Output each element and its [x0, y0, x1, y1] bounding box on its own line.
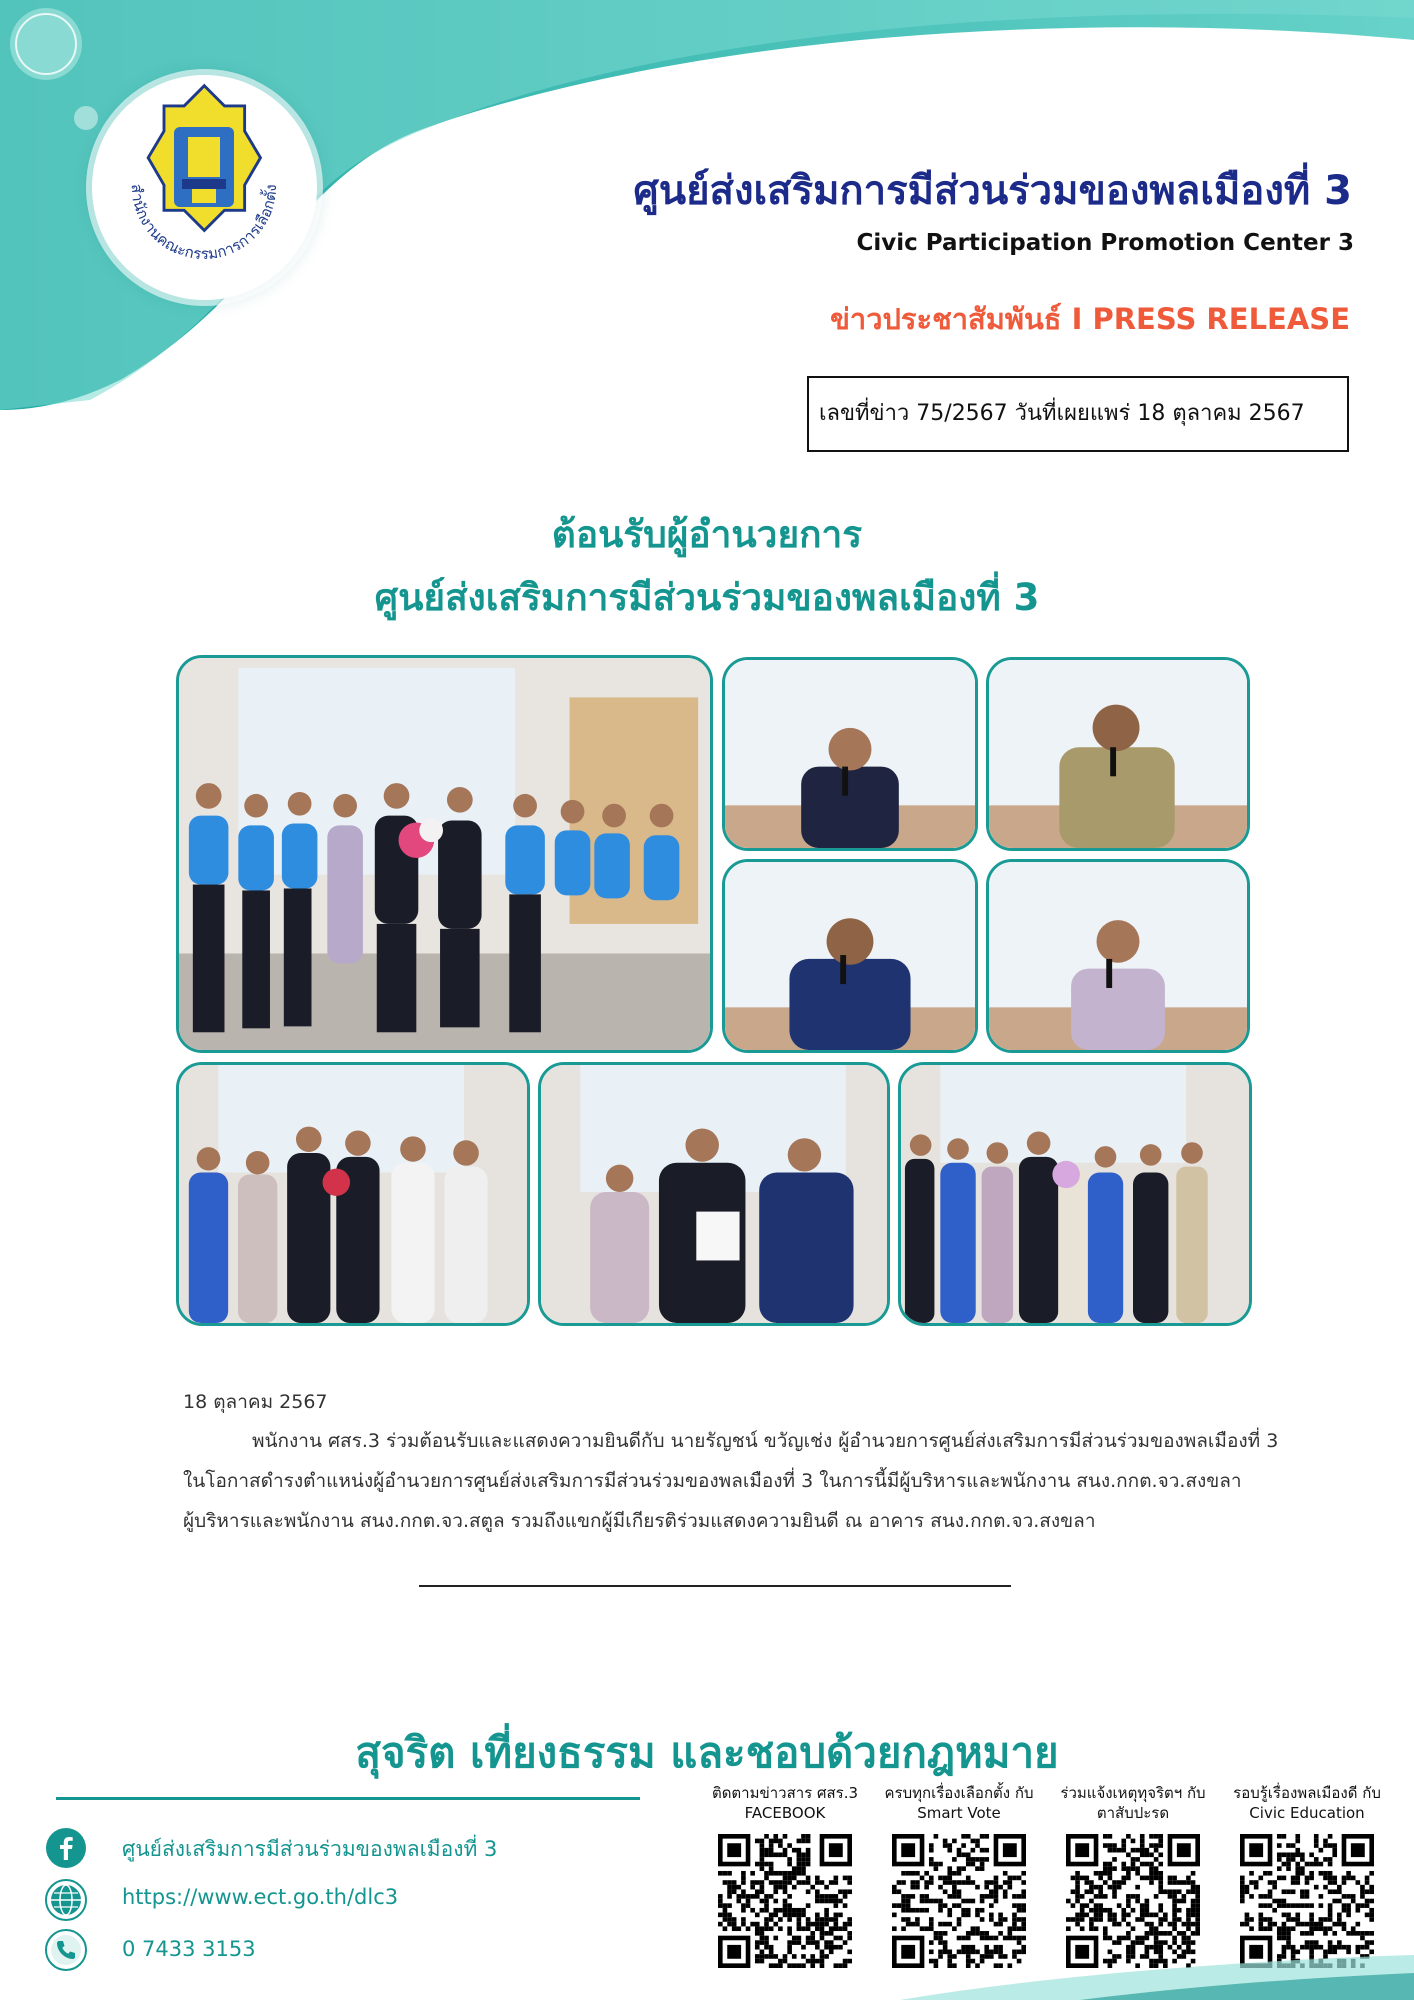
qr-block-ta-sapparot: [1048, 1783, 1218, 1823]
footer-wave-background: [0, 1955, 1414, 2000]
ect-logo: [92, 75, 317, 300]
svg-text:สำนักงานคณะกรรมการการเลือกตั้ง: สำนักงานคณะกรรมการการเลือกตั้ง: [127, 183, 281, 264]
press-release-label: ข่าวประชาสัมพันธ์ I PRESS RELEASE: [830, 302, 1350, 336]
qr-caption-line-1: ติดตามข่าวสาร ศสร.3: [711, 1784, 859, 1802]
qr-caption-line-2: ตาสับปะรด: [1096, 1804, 1170, 1822]
news-number-box: เลขที่ข่าว 75/2567 วันที่เผยแพร่ 18 ตุลาคม 2567: [807, 376, 1349, 452]
qr-block-facebook: [700, 1783, 870, 1823]
headline-line-2: ศูนย์ส่งเสริมการมีส่วนร่วมของพลเมืองที่ 3: [374, 576, 1040, 619]
article-paragraph-line-1: พนักงาน ศสร.3 ร่วมต้อนรับและแสดงความยินดีกับ นายรัญชน์ ขวัญเช่ง ผู้อำนวยการศูนย์ส่งเสริมการมีส่วนร่วมของพลเมืองที่ 3: [252, 1430, 1279, 1452]
photo-speaker-4: [986, 859, 1250, 1053]
slogan: สุจริต เที่ยงธรรม และชอบด้วยกฎหมาย: [355, 1728, 1059, 1777]
qr-code-smart-vote[interactable]: [892, 1834, 1026, 1968]
center-title-thai: ศูนย์ส่งเสริมการมีส่วนร่วมของพลเมืองที่ 3: [633, 168, 1352, 214]
qr-code-facebook[interactable]: [718, 1834, 852, 1968]
photo-speaker-2: [986, 657, 1250, 851]
article-date: 18 ตุลาคม 2567: [183, 1391, 328, 1413]
qr-caption-line-1: ครบทุกเรื่องเลือกตั้ง กับ: [884, 1784, 1034, 1802]
article-paragraph-line-3: ผู้บริหารและพนักงาน สนง.กกต.จว.สตูล รวมถึงแขกผู้มีเกียรติร่วมแสดงความยินดี ณ อาคาร สนง.กกต.จว.สงขลา: [183, 1510, 1096, 1532]
photo-group-left: [176, 1062, 530, 1326]
qr-code-civic-education[interactable]: [1240, 1834, 1374, 1968]
globe-icon: [44, 1878, 88, 1922]
footer-divider: [56, 1797, 640, 1800]
qr-caption-line-2: Civic Education: [1249, 1804, 1365, 1822]
photo-group-center: [538, 1062, 890, 1326]
qr-caption-line-2: FACEBOOK: [744, 1804, 826, 1822]
qr-block-smart-vote: [874, 1783, 1044, 1823]
phone-number: 0 7433 3153: [122, 1937, 256, 1961]
article-paragraph-line-2: ในโอกาสดำรงตำแหน่งผู้อำนวยการศูนย์ส่งเสริมการมีส่วนร่วมของพลเมืองที่ 3 ในการนี้มีผู้บริหารและพนักงาน สนง.กกต.จว.สงขลา: [183, 1470, 1242, 1492]
qr-caption-line-2: Smart Vote: [917, 1804, 1001, 1822]
photo-speaker-1: [722, 657, 978, 851]
qr-caption-line-1: ร่วมแจ้งเหตุทุจริตฯ กับ: [1060, 1784, 1206, 1802]
headline-line-1: ต้อนรับผู้อำนวยการ: [551, 513, 863, 556]
photo-speaker-3: [722, 859, 978, 1053]
section-divider: [419, 1585, 1011, 1587]
website-link[interactable]: https://www.ect.go.th/dlc3: [122, 1885, 399, 1909]
qr-caption-line-1: รอบรู้เรื่องพลเมืองดี กับ: [1233, 1784, 1381, 1802]
photo-group-right: [898, 1062, 1252, 1326]
qr-code-ta-sapparot[interactable]: [1066, 1834, 1200, 1968]
facebook-page-link[interactable]: ศูนย์ส่งเสริมการมีส่วนร่วมของพลเมืองที่ 3: [122, 1837, 498, 1861]
center-title-english: Civic Participation Promotion Center 3: [856, 230, 1354, 256]
photo-group-main: [176, 655, 713, 1053]
facebook-icon: [44, 1826, 88, 1870]
qr-block-civic-education: [1222, 1783, 1392, 1823]
